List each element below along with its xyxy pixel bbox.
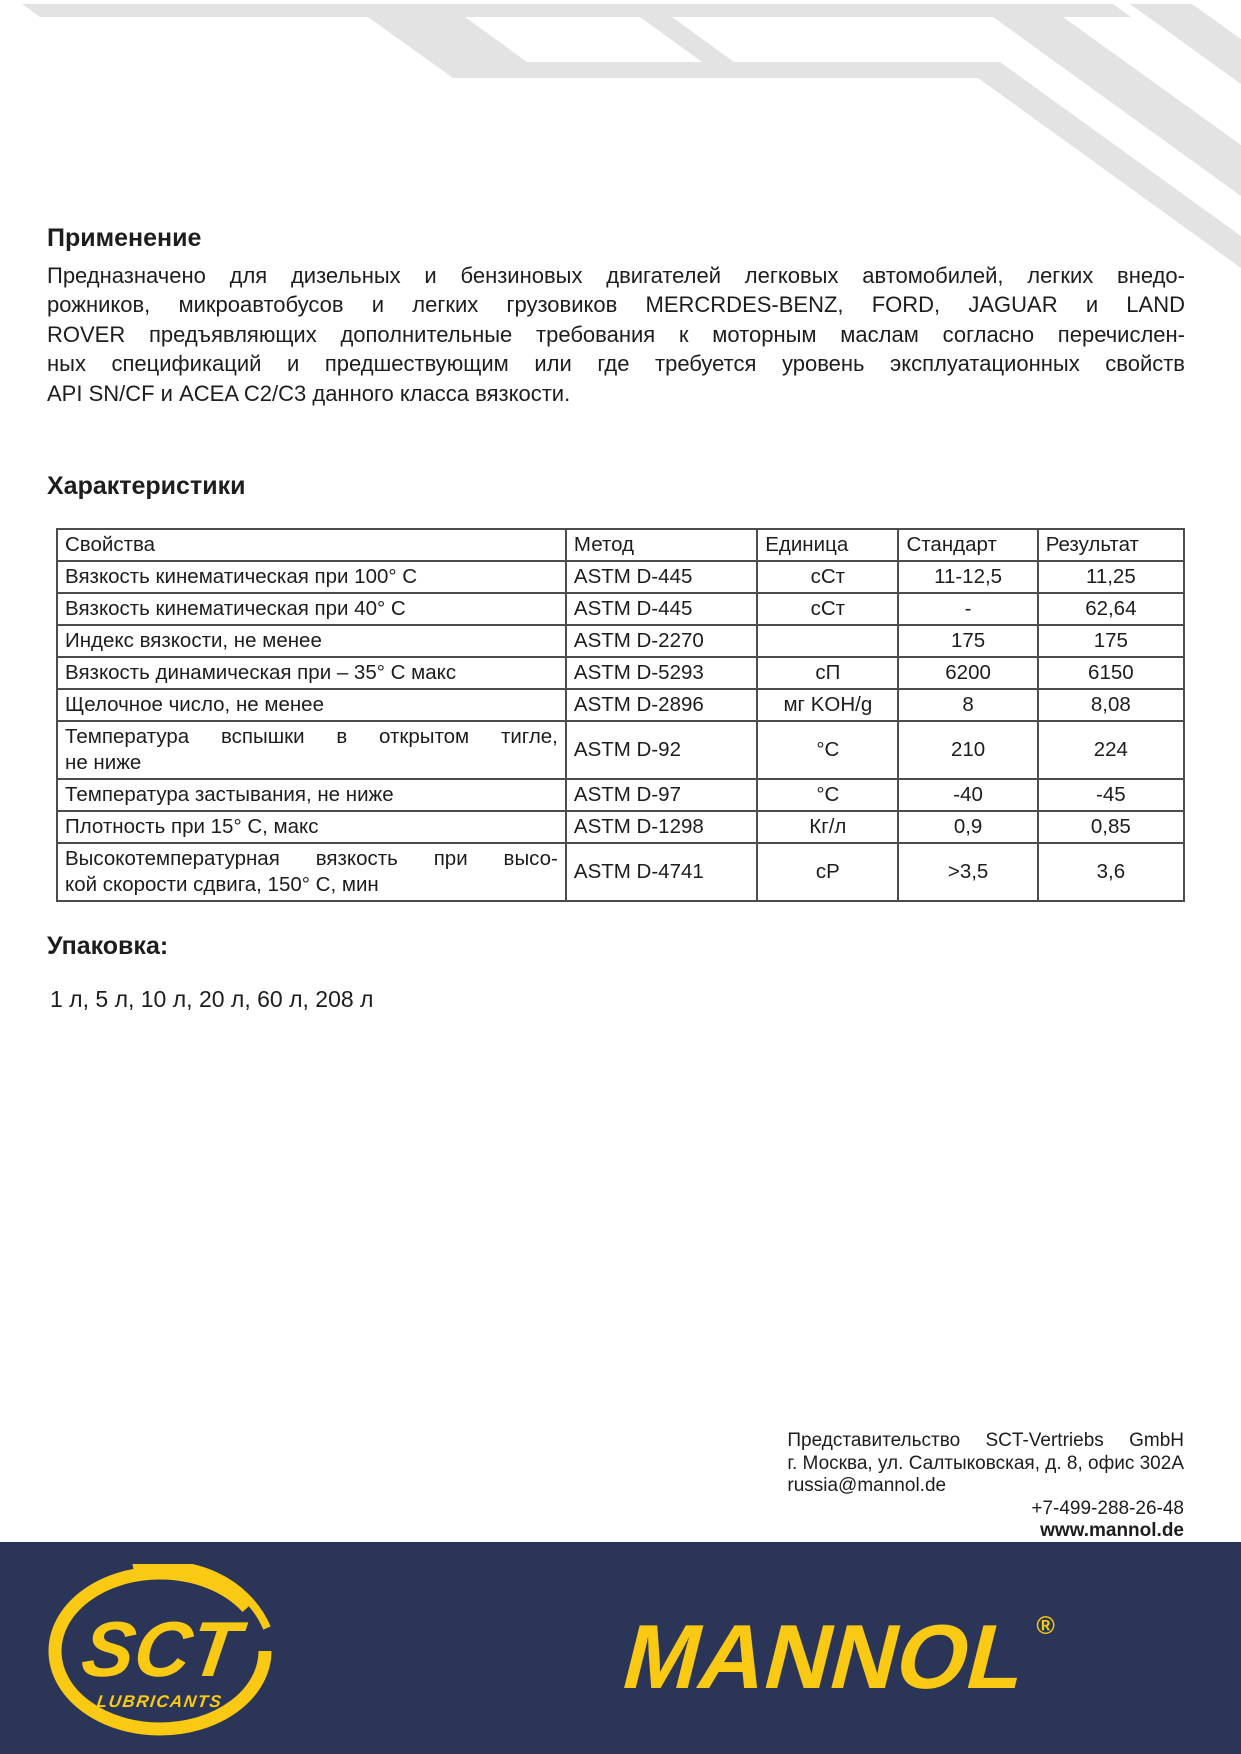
table-cell: мг KOH/g [757,689,898,721]
mannol-logo [612,1607,1059,1712]
table-row [57,721,1184,779]
footer-contact-line: Представительство SCT-Vertriebs GmbH [787,1430,1184,1451]
characteristics-table-wrap [56,528,1185,902]
table-cell: -40 [898,779,1037,811]
table-cell: ASTM D-1298 [566,811,757,843]
table-cell: Вязкость кинематическая при 40° C [57,593,566,625]
table-cell: 11,25 [1038,561,1184,593]
table-cell: ASTM D-92 [566,721,757,779]
table-header-cell: Результат [1038,529,1184,561]
table-cell: ASTM D-97 [566,779,757,811]
footer-contact-line: russia@mannol.de [787,1475,947,1496]
table-row [57,843,1184,901]
footer-contact [787,1430,1184,1543]
table-cell: ASTM D-445 [566,561,757,593]
table-cell: 224 [1038,721,1184,779]
table-cell: Индекс вязкости, не менее [57,625,566,657]
table-cell-line: не ниже [65,751,142,774]
table-row [57,689,1184,721]
table-header-cell: Единица [757,529,898,561]
table-cell: 0,9 [898,811,1037,843]
application-heading: Применение [47,224,202,252]
paragraph-line: API SN/CF и ACEA C2/C3 данного класса вязкости. [47,380,571,406]
table-cell: сП [757,657,898,689]
table-cell: Плотность при 15° C, макс [57,811,566,843]
table-row [57,593,1184,625]
table-header-cell: Стандарт [898,529,1037,561]
characteristics-table [56,528,1185,902]
table-cell: Вязкость кинематическая при 100° C [57,561,566,593]
paragraph-line: ROVER предъявляющих дополнительные требования к моторным маслам согласно перечислен- [47,321,1185,347]
table-cell-line: кой скорости сдвига, 150° C, мин [65,873,379,896]
characteristics-heading: Характеристики [47,472,246,500]
table-cell: Температура застывания, не ниже [57,779,566,811]
table-header-cell: Свойства [57,529,566,561]
table-cell: сСт [757,593,898,625]
table-cell: 6150 [1038,657,1184,689]
table-cell: 175 [898,625,1037,657]
table-row [57,625,1184,657]
table-cell: - [898,593,1037,625]
table-row [57,811,1184,843]
table-cell-line: Высокотемпературная вязкость при высо- [65,847,558,870]
sct-lubricants-logo [45,1564,280,1736]
table-cell: 11-12,5 [898,561,1037,593]
footer-contact-line: г. Москва, ул. Салтыковская, д. 8, офис 302А [787,1452,1184,1474]
table-cell-line: Температура вспышки в открытом тигле, [65,725,558,748]
table-cell [57,721,566,779]
table-body [57,561,1184,901]
table-cell: 6200 [898,657,1037,689]
table-head [57,529,1184,561]
packaging-sizes: 1 л, 5 л, 10 л, 20 л, 60 л, 208 л [50,986,374,1012]
footer-website: www.mannol.de [1040,1520,1184,1541]
paragraph-line: Предназначено для дизельных и бензиновых двигателей легковых автомобилей, легких внедо- [47,263,1185,288]
table-cell: 3,6 [1038,843,1184,901]
table-cell [757,625,898,657]
table-cell: ASTM D-5293 [566,657,757,689]
table-cell: 8,08 [1038,689,1184,721]
table-cell: сСт [757,561,898,593]
table-cell: 8 [898,689,1037,721]
table-cell [57,843,566,901]
table-row [57,657,1184,689]
table-row [57,561,1184,593]
registered-trademark-icon: ® [1036,1612,1056,1640]
paragraph-line: рожников, микроавтобусов и легких грузовиков MERCRDES-BENZ, FORD, JAGUAR и LAND [47,292,1185,318]
table-cell: >3,5 [898,843,1037,901]
table-cell: 210 [898,721,1037,779]
table-cell: °C [757,721,898,779]
table-cell: -45 [1038,779,1184,811]
table-cell: ASTM D-2896 [566,689,757,721]
table-row [57,779,1184,811]
brand-bar [0,1542,1241,1754]
table-cell: ASTM D-4741 [566,843,757,901]
table-cell: 62,64 [1038,593,1184,625]
table-cell: °C [757,779,898,811]
table-cell: ASTM D-445 [566,593,757,625]
table-cell: Вязкость динамическая при – 35° C макс [57,657,566,689]
mannol-logo-text: MANNOL [612,1607,1038,1708]
table-cell: Щелочное число, не менее [57,689,566,721]
application-paragraph [47,261,1185,408]
footer-contact-lines [787,1430,1184,1520]
table-cell: 175 [1038,625,1184,657]
sct-logo-text: SCT [76,1605,246,1693]
sct-logo-subtext: LUBRICANTS [95,1692,224,1711]
table-cell: сР [757,843,898,901]
footer-contact-line: +7-499-288-26-48 [1031,1497,1184,1519]
packaging-heading: Упаковка: [47,932,169,960]
table-header-row [57,529,1184,561]
paragraph-line: ных спецификаций и предшествующим или где требуется уровень эксплуатационных свойств [47,351,1185,377]
table-cell: Кг/л [757,811,898,843]
table-cell: ASTM D-2270 [566,625,757,657]
table-cell: 0,85 [1038,811,1184,843]
table-header-cell: Метод [566,529,757,561]
